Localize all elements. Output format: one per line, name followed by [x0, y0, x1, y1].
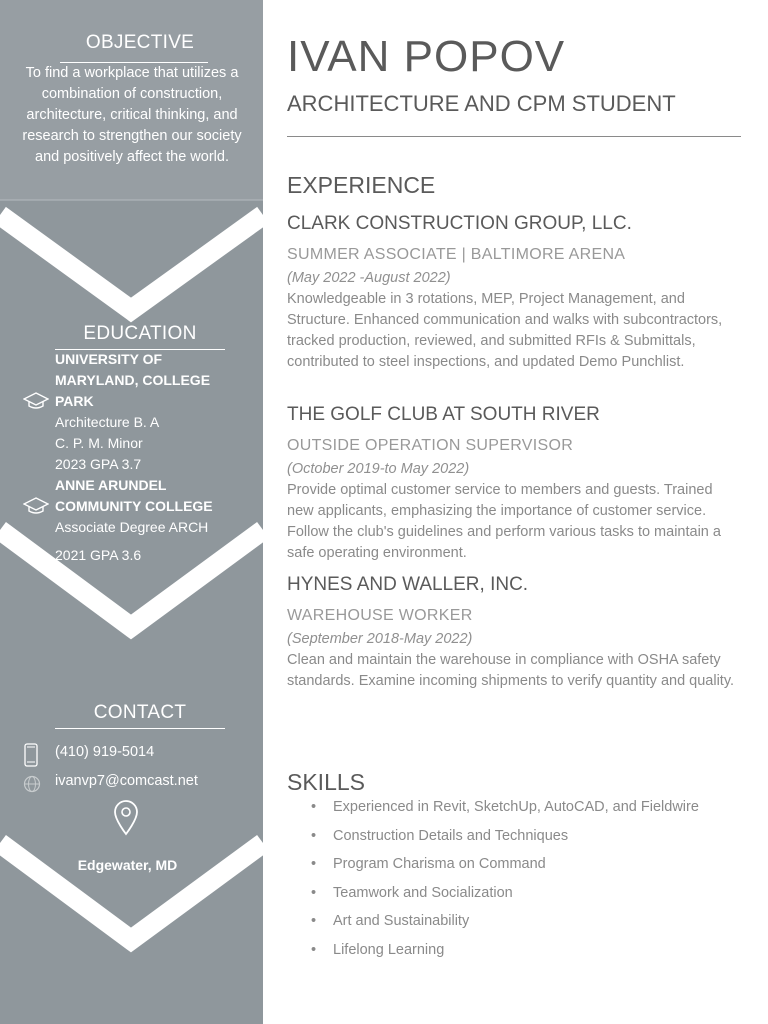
objective-text: To find a workplace that utilizes a combination of construction, architecture, critical thinking, and research to strengthen our society and positively affect the world.: [22, 65, 242, 165]
skill-item: • Experienced in Revit, SketchUp, AutoCAD, and Fieldwire: [287, 799, 699, 828]
job-dates: (October 2019-to May 2022): [287, 461, 470, 477]
job-position: WAREHOUSE WORKER: [287, 607, 473, 624]
education-school-1: [55, 349, 255, 475]
map-pin-icon: [113, 800, 139, 836]
school-name: ANNE ARUNDEL COMMUNITY COLLEGE: [55, 477, 213, 514]
job-company: HYNES AND WALLER, INC.: [287, 574, 529, 595]
subtitle: ARCHITECTURE AND CPM STUDENT: [287, 91, 676, 116]
contact-email[interactable]: ivanvp7@comcast.net: [55, 773, 198, 789]
school-name: UNIVERSITY OF MARYLAND, COLLEGE PARK: [55, 351, 211, 409]
skill-item: • Construction Details and Techniques: [287, 828, 699, 857]
page-title: IVAN POPOV: [287, 32, 566, 81]
school-detail: 2023 GPA 3.7: [55, 456, 142, 472]
education-title: EDUCATION: [83, 323, 197, 344]
skill-item: • Teamwork and Socialization: [287, 885, 699, 914]
graduation-cap-icon: [23, 391, 49, 411]
school-detail: Associate Degree ARCH: [55, 519, 209, 535]
phone-icon: [24, 743, 38, 767]
education-school-2: [55, 475, 255, 566]
school-detail: C. P. M. Minor: [55, 435, 143, 451]
contact-phone[interactable]: (410) 919-5014: [55, 744, 155, 760]
school-detail: Architecture B. A: [55, 414, 160, 430]
job-company: THE GOLF CLUB AT SOUTH RIVER: [287, 404, 600, 425]
job-position: OUTSIDE OPERATION SUPERVISOR: [287, 437, 574, 454]
skill-item: • Program Charisma on Command: [287, 856, 699, 885]
graduation-cap-icon: [23, 496, 49, 516]
job-description: Knowledgeable in 3 rotations, MEP, Project Management, and Structure. Enhanced communication and walks with subcontractors, tracked production, reviewed, and submitted RFIs & Submittals, contributed to steel inspections, and updated Demo Punchlist.: [287, 291, 723, 370]
header-divider: [287, 136, 741, 137]
contact-location: Edgewater, MD: [77, 857, 178, 873]
skills-list: [287, 799, 699, 970]
contact-title: CONTACT: [93, 702, 187, 723]
job-dates: (May 2022 -August 2022): [287, 270, 451, 286]
experience-title: EXPERIENCE: [287, 172, 436, 198]
school-detail: 2021 GPA 3.6: [55, 547, 142, 563]
job-company: CLARK CONSTRUCTION GROUP, LLC.: [287, 213, 632, 234]
skill-item: • Art and Sustainability: [287, 913, 699, 942]
globe-icon: [23, 775, 41, 793]
job-dates: (September 2018-May 2022): [287, 631, 473, 647]
objective-title: OBJECTIVE: [85, 32, 195, 53]
job-description: Provide optimal customer service to members and guests. Trained new applicants, emphasizing the importance of customer service. Follow the club's guidelines and perform various tasks to maintain a safe operating environment.: [287, 482, 721, 561]
job-position: SUMMER ASSOCIATE | BALTIMORE ARENA: [287, 246, 626, 263]
contact-rule: [55, 728, 225, 729]
sidebar: [0, 0, 263, 1024]
job-description: Clean and maintain the warehouse in compliance with OSHA safety standards. Examine incoming shipments to verify quantity and quality.: [287, 652, 735, 689]
skills-title: SKILLS: [287, 769, 365, 795]
skill-item: • Lifelong Learning: [287, 942, 699, 971]
